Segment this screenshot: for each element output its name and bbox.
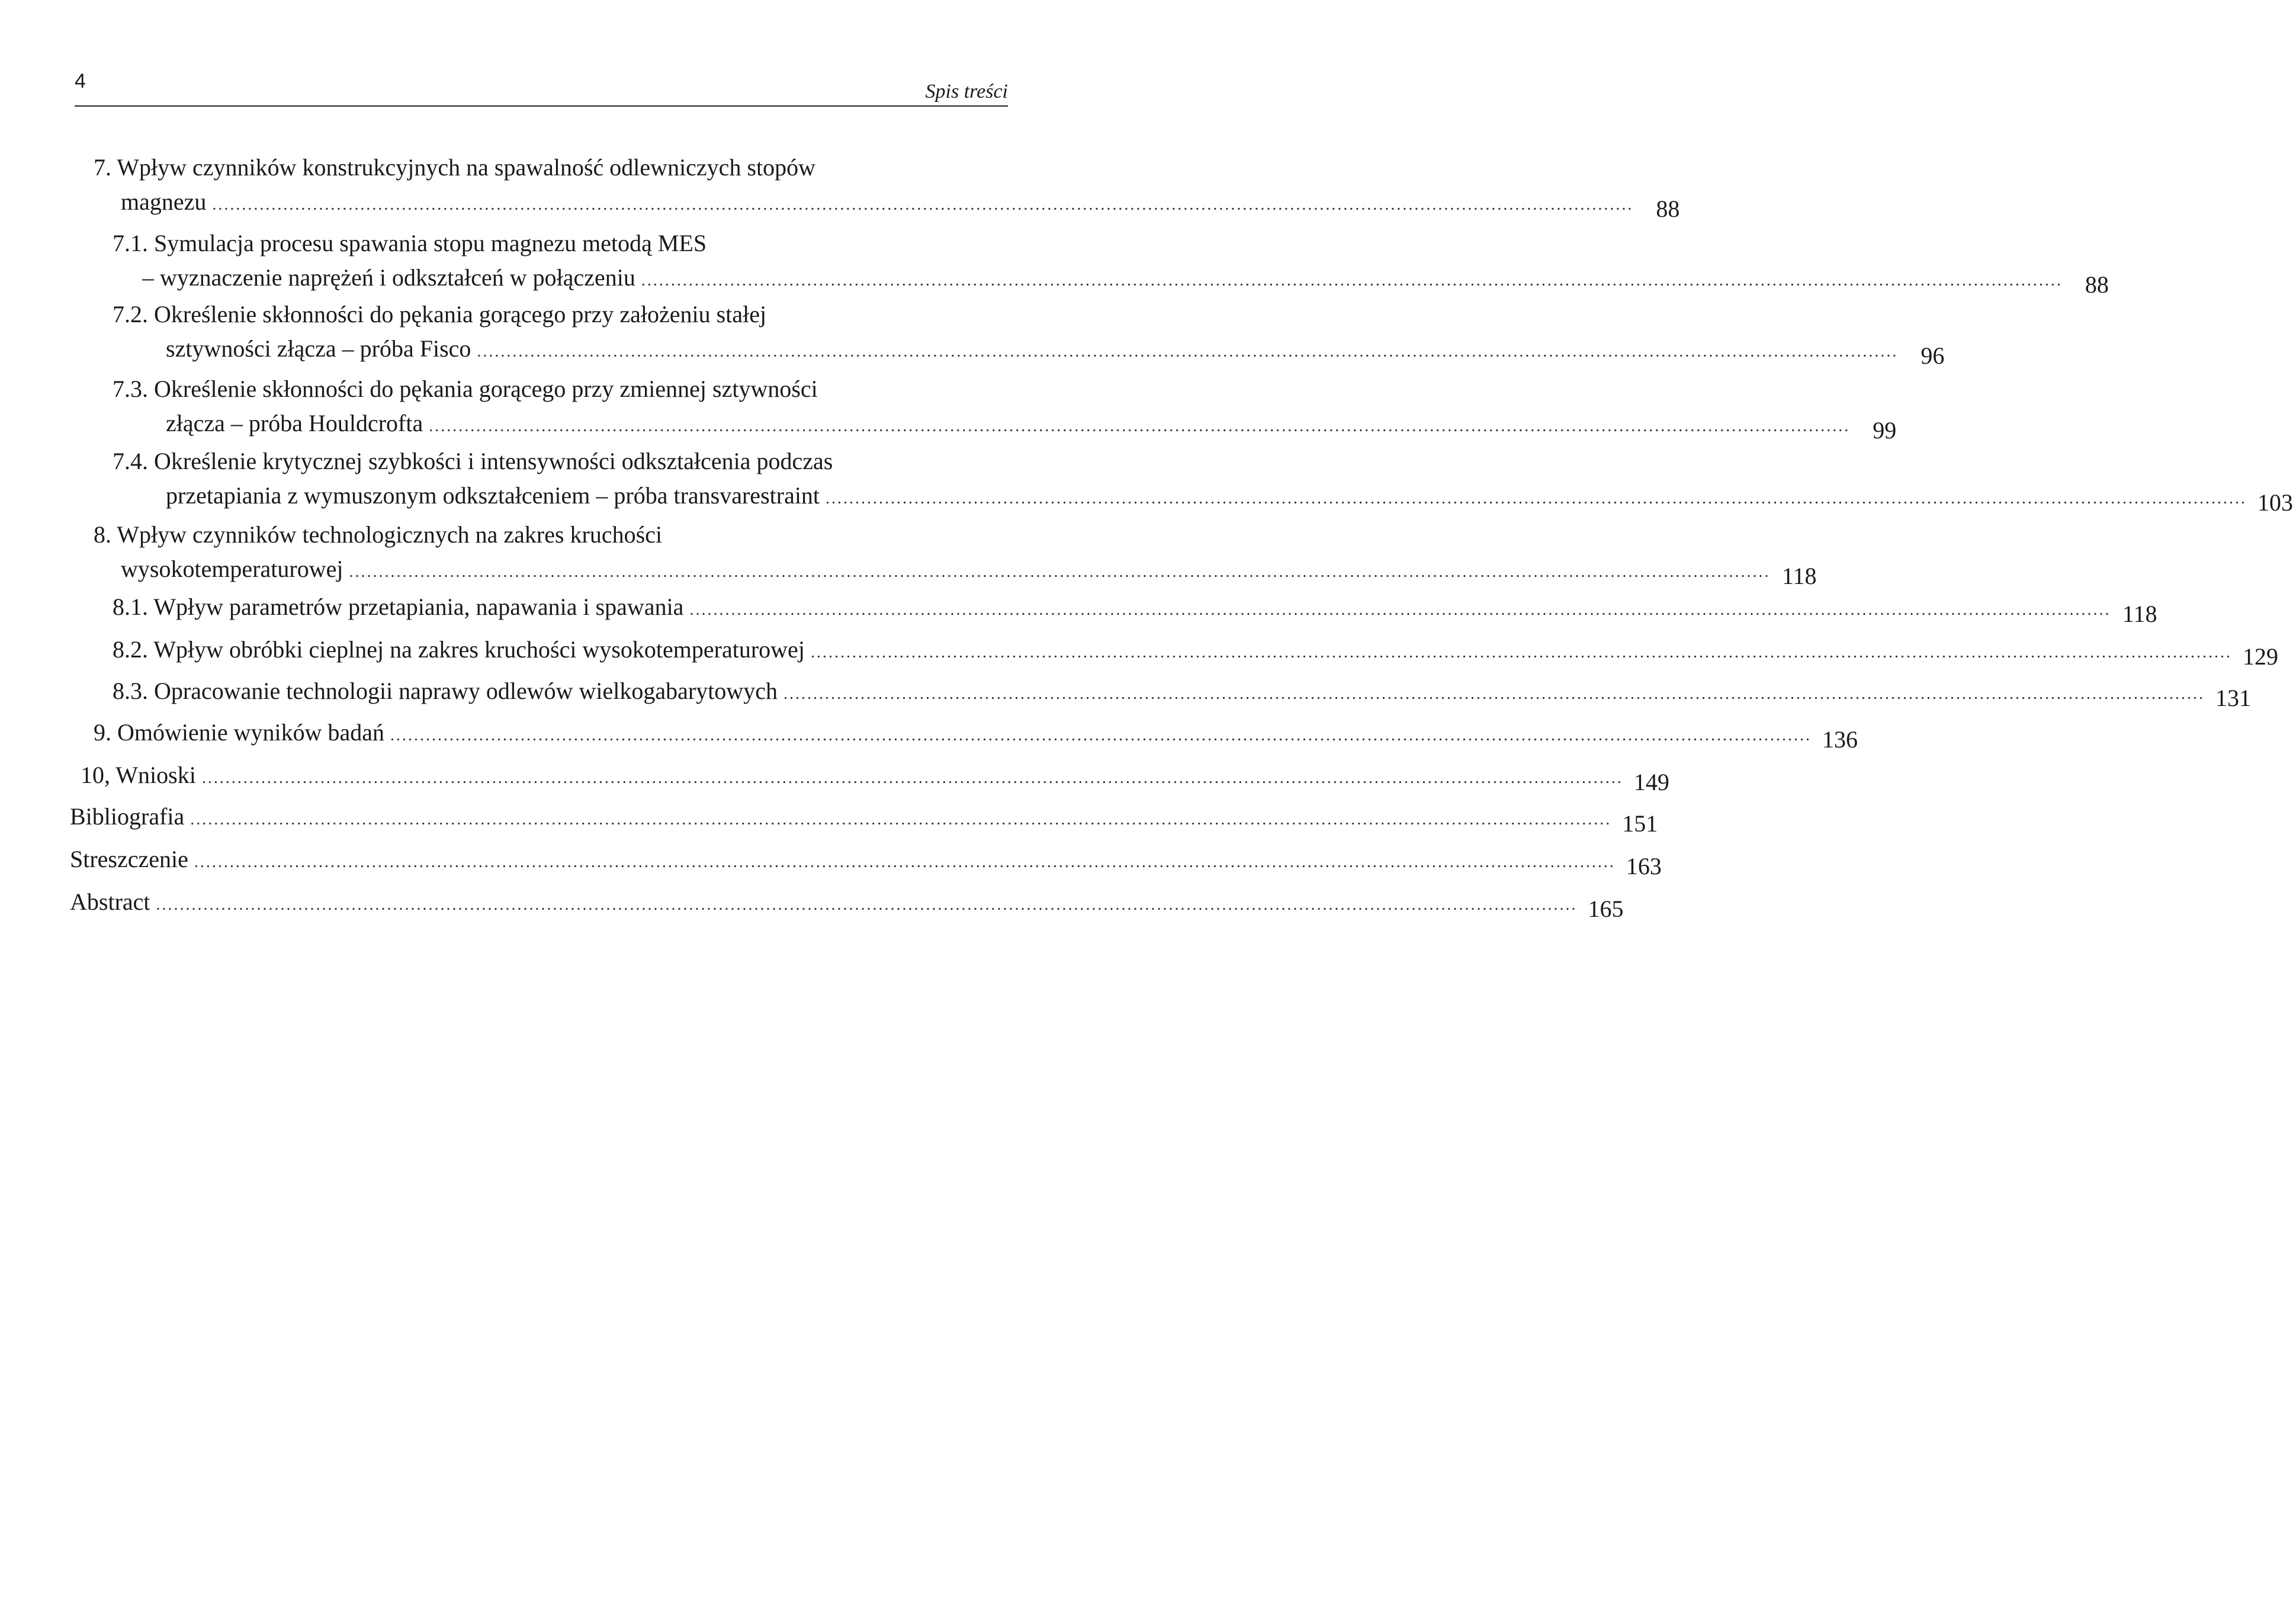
- toc-page-number: 131: [2215, 685, 2251, 711]
- toc-entry-title: 10, Wnioski: [81, 762, 196, 788]
- toc-page-number: 136: [1822, 726, 1858, 753]
- dot-leader: ................................................................................................................................................................................................................................................: [190, 810, 1612, 829]
- toc-entry-title-continued: przetapiania z wymuszonym odkształceniem – próba transvarestraint: [166, 482, 820, 509]
- toc-entry-8-2[interactable]: [113, 633, 2278, 670]
- toc-entry-abstract[interactable]: [70, 885, 1624, 922]
- toc-page-number: 118: [2122, 601, 2157, 627]
- toc-entry-7[interactable]: [94, 150, 1680, 222]
- toc-entry-title: 7.4. Określenie krytycznej szybkości i intensywności odkształcenia podczas: [113, 448, 833, 474]
- toc-entry-10[interactable]: [81, 758, 1669, 795]
- toc-page-number: 165: [1588, 896, 1624, 922]
- toc-entry-9[interactable]: [94, 715, 1858, 753]
- toc-page-number: 88: [2085, 271, 2109, 298]
- dot-leader: ................................................................................................................................................................................................................................................: [349, 563, 1771, 581]
- toc-entry-7-2[interactable]: [113, 297, 1945, 369]
- toc-entry-title: 7. Wpływ czynników konstrukcyjnych na spawalność odlewniczych stopów: [94, 154, 816, 181]
- toc-entry-7-3[interactable]: [113, 372, 1897, 444]
- toc-entry-8-3[interactable]: [113, 674, 2251, 711]
- toc-page-number: 163: [1626, 853, 1662, 880]
- running-title: Spis treści: [925, 81, 1008, 102]
- toc-entry-streszczenie[interactable]: [70, 842, 1662, 880]
- dot-leader: ................................................................................................................................................................................................................................................: [783, 685, 2205, 703]
- toc-entry-8-1[interactable]: [113, 590, 2157, 627]
- dot-leader: ................................................................................................................................................................................................................................................: [194, 853, 1616, 871]
- toc-entry-title: 7.1. Symulacja procesu spawania stopu magnezu metodą MES: [113, 230, 707, 256]
- toc-entry-title: 8. Wpływ czynników technologicznych na zakres kruchości: [94, 521, 663, 548]
- dot-leader: ................................................................................................................................................................................................................................................: [201, 769, 1623, 787]
- toc-page-number: 103: [2257, 489, 2293, 516]
- toc-page-number: 88: [1656, 195, 1680, 222]
- toc-entry-title-continued: magnezu: [121, 188, 207, 215]
- toc-page-number: 149: [1633, 769, 1669, 795]
- toc-page-number: 151: [1622, 810, 1658, 837]
- dot-leader: ................................................................................................................................................................................................................................................: [477, 342, 1899, 361]
- toc-entry-title-continued: sztywności złącza – próba Fisco: [166, 335, 471, 362]
- toc-entry-title: Bibliografia: [70, 803, 185, 830]
- page-number: 4: [75, 70, 86, 92]
- page-header: [75, 66, 1008, 107]
- toc-entry-title: Streszczenie: [70, 846, 188, 872]
- toc-entry-title: 9. Omówienie wyników badań: [94, 719, 385, 746]
- toc-entry-bibliografia[interactable]: [70, 800, 1658, 837]
- toc-entry-title: 7.2. Określenie skłonności do pękania gorącego przy założeniu stałej: [113, 301, 767, 328]
- toc-entry-title: Abstract: [70, 888, 150, 915]
- toc-entry-7-4[interactable]: [113, 444, 2293, 516]
- toc-entry-7-1[interactable]: [113, 226, 2109, 298]
- toc-entry-title-continued: wysokotemperaturowej: [121, 556, 343, 582]
- toc-entry-8[interactable]: [94, 518, 1817, 589]
- toc-entry-title: 7.3. Określenie skłonności do pękania gorącego przy zmiennej sztywności: [113, 375, 818, 402]
- dot-leader: ................................................................................................................................................................................................................................................: [810, 643, 2232, 662]
- toc-page-number: 118: [1781, 563, 1817, 589]
- toc-page-number: 96: [1921, 342, 1945, 369]
- dot-leader: ................................................................................................................................................................................................................................................: [689, 601, 2111, 619]
- toc-entry-title: 8.3. Opracowanie technologii naprawy odlewów wielkogabarytowych: [113, 678, 778, 704]
- dot-leader: ................................................................................................................................................................................................................................................: [390, 726, 1812, 744]
- dot-leader: ................................................................................................................................................................................................................................................: [156, 896, 1578, 914]
- dot-leader: ................................................................................................................................................................................................................................................: [212, 195, 1634, 214]
- toc-entry-title: 8.2. Wpływ obróbki cieplnej na zakres kruchości wysokotemperaturowej: [113, 636, 805, 663]
- toc-entry-title: 8.1. Wpływ parametrów przetapiania, napawania i spawania: [113, 593, 684, 620]
- toc-entry-title-continued: – wyznaczenie naprężeń i odkształceń w połączeniu: [142, 264, 635, 291]
- dot-leader: ................................................................................................................................................................................................................................................: [641, 271, 2063, 290]
- toc-entry-title-continued: złącza – próba Houldcrofta: [166, 410, 423, 437]
- dot-leader: ................................................................................................................................................................................................................................................: [826, 489, 2247, 508]
- toc-page-number: 99: [1873, 417, 1897, 444]
- dot-leader: ................................................................................................................................................................................................................................................: [429, 417, 1851, 435]
- toc-page-number: 129: [2242, 643, 2278, 670]
